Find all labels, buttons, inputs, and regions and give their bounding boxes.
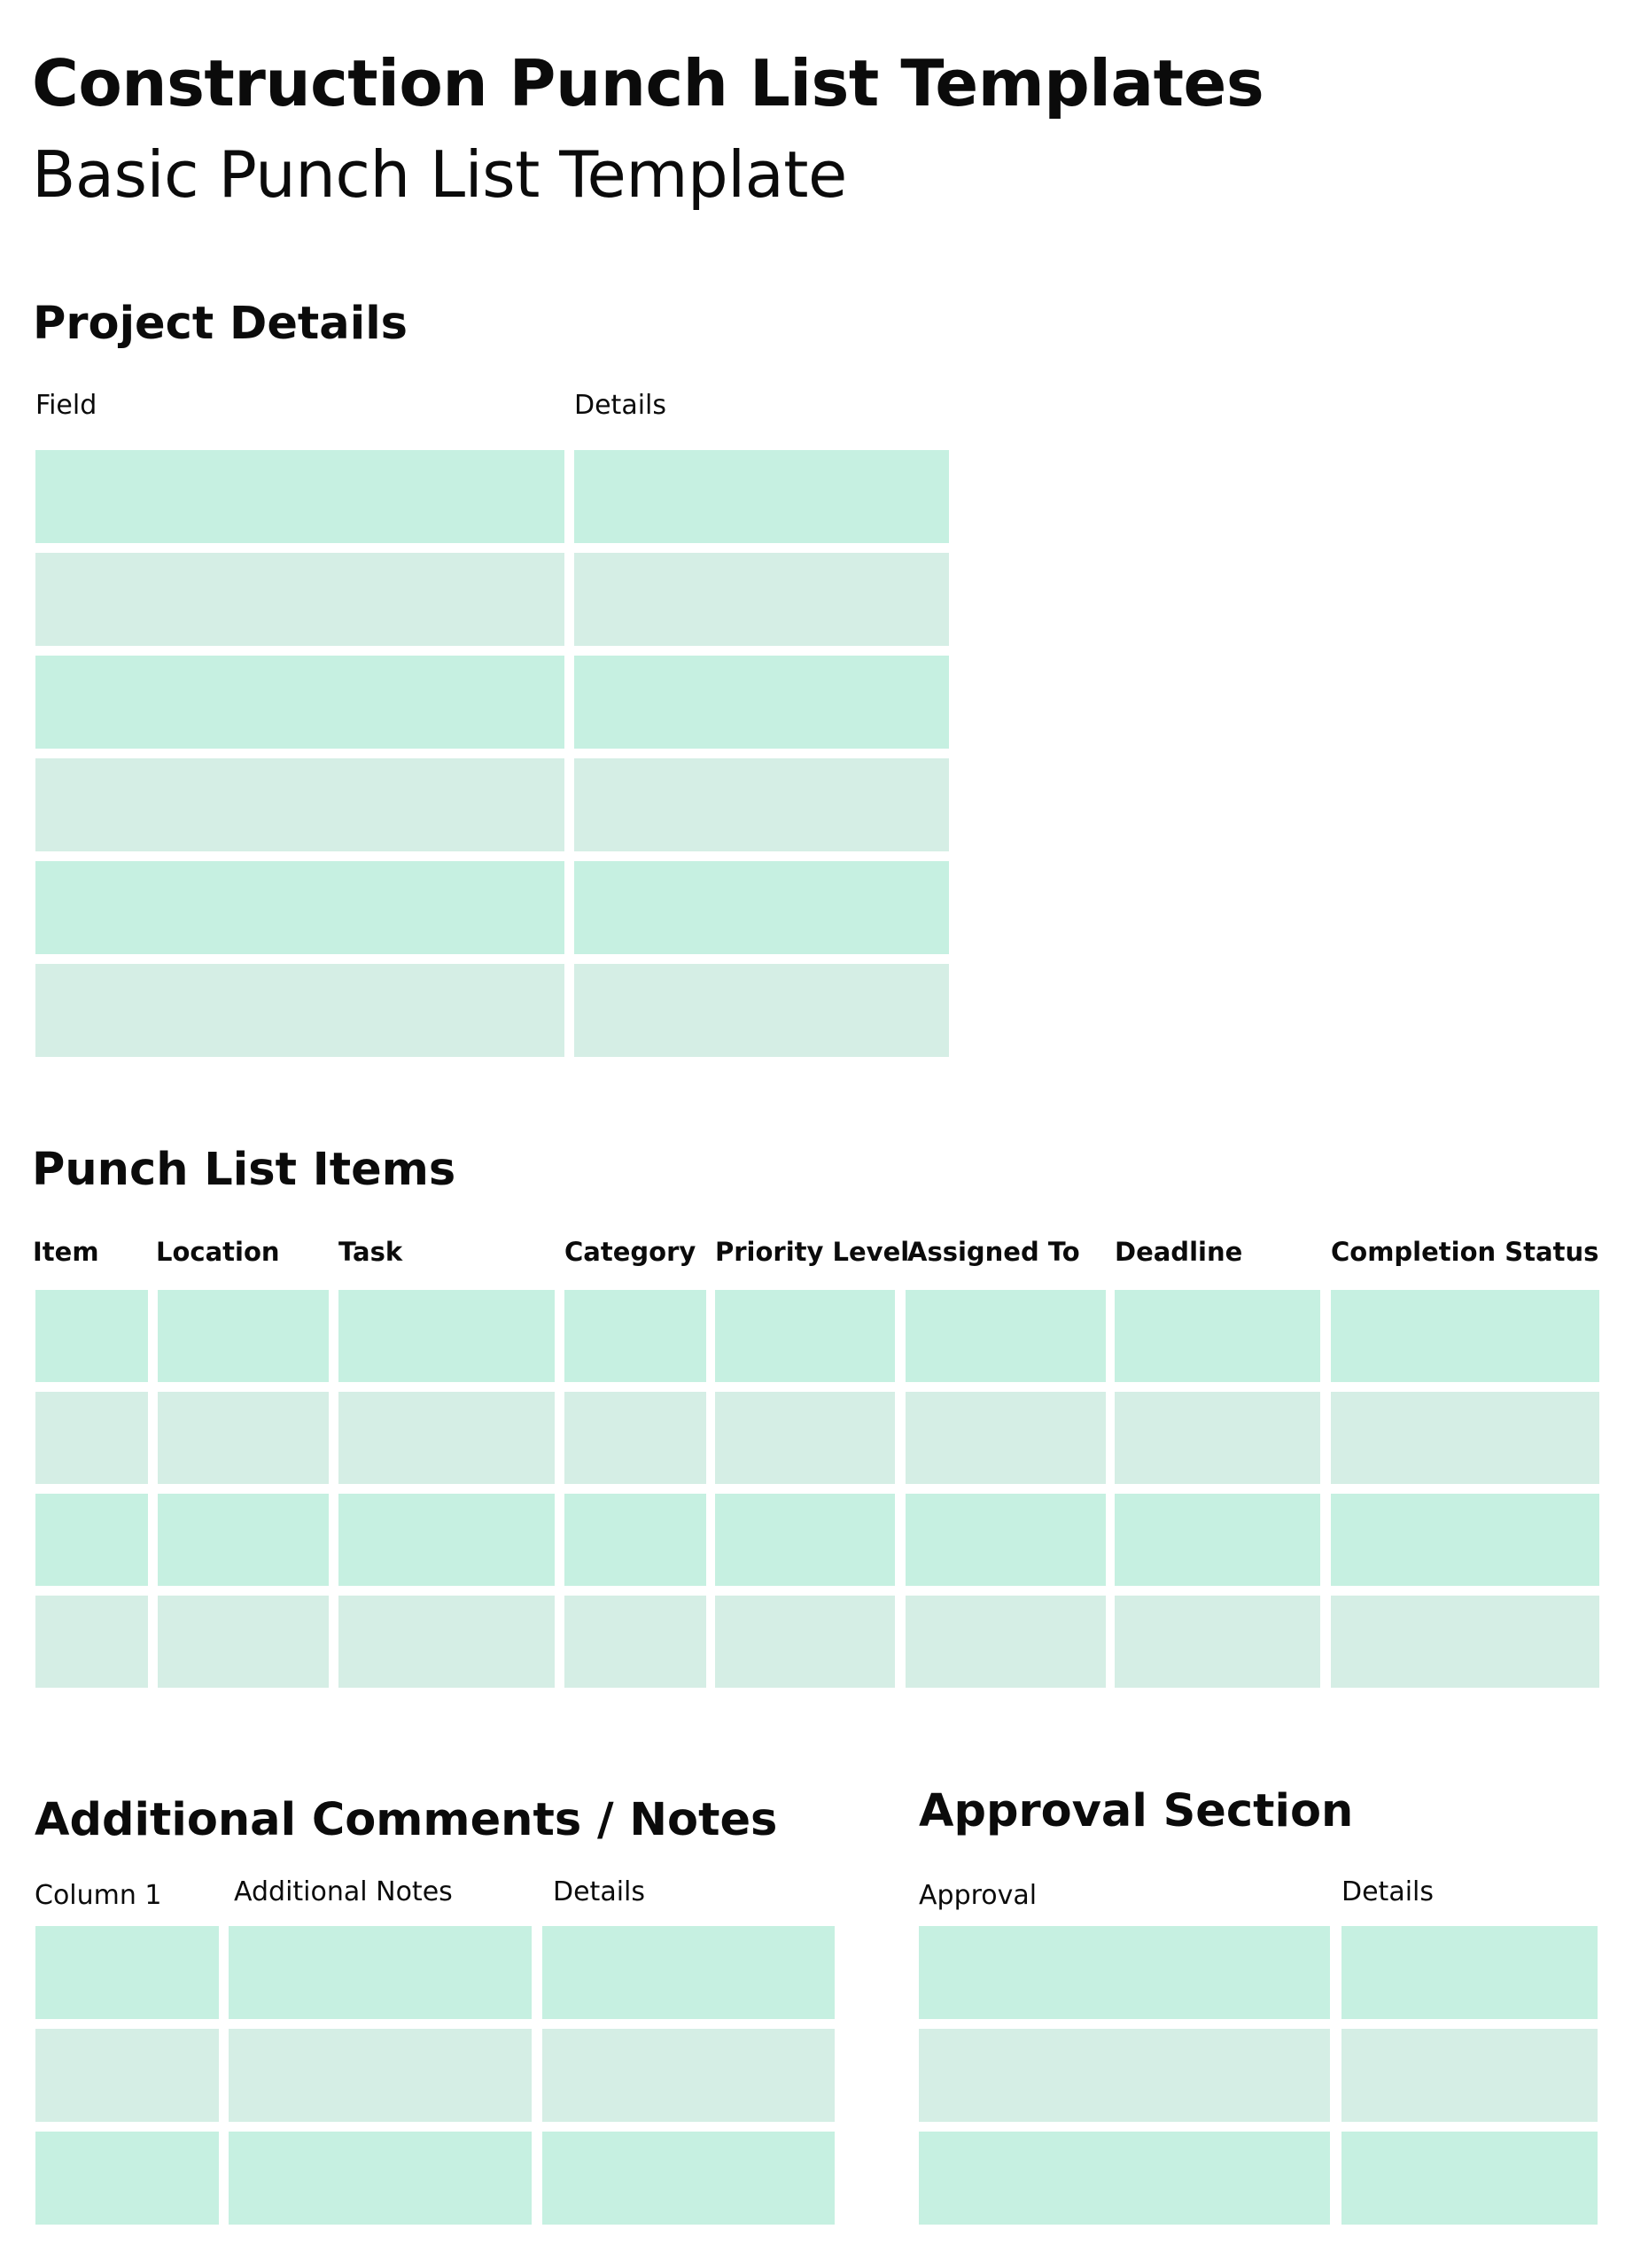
approval-cell-r3-c1 [919,2132,1330,2225]
punch-list-cell-r2-c2 [158,1392,329,1484]
approval-cell-r1-c2 [1341,1926,1598,2019]
punch-list-cell-r4-c8 [1331,1596,1599,1688]
project-details-col-details: Details [574,390,667,421]
punch-col-completion-status: Completion Status [1331,1237,1599,1267]
punch-list-cell-r1-c4 [564,1290,706,1382]
approval-heading: Approval Section [919,1785,1354,1837]
comments-cell-r2-c2 [229,2029,532,2122]
punch-list-cell-r2-c6 [906,1392,1106,1484]
punch-list-cell-r2-c8 [1331,1392,1599,1484]
punch-col-item: Item [33,1237,99,1267]
punch-list-cell-r2-c7 [1115,1392,1320,1484]
comments-cell-r1-c3 [542,1926,835,2019]
comments-cell-r3-c2 [229,2132,532,2225]
page-subtitle: Basic Punch List Template [32,137,847,212]
punch-list-cell-r3-c3 [338,1494,555,1586]
punch-col-priority-level: Priority Level [715,1237,910,1267]
punch-list-cell-r3-c7 [1115,1494,1320,1586]
punch-list-cell-r3-c4 [564,1494,706,1586]
punch-col-deadline: Deadline [1115,1237,1243,1267]
comments-col-details: Details [553,1876,646,1907]
approval-col-approval: Approval [919,1880,1038,1911]
punch-list-cell-r2-c1 [35,1392,148,1484]
comments-cell-r3-c1 [35,2132,219,2225]
comments-col-column-1: Column 1 [35,1880,162,1911]
punch-list-cell-r4-c3 [338,1596,555,1688]
approval-cell-r2-c2 [1341,2029,1598,2122]
project-details-col-field: Field [35,390,97,421]
project-details-cell-r4-c1 [35,758,564,851]
punch-list-cell-r4-c6 [906,1596,1106,1688]
punch-list-cell-r2-c3 [338,1392,555,1484]
approval-cell-r1-c1 [919,1926,1330,2019]
punch-list-cell-r4-c2 [158,1596,329,1688]
punch-list-cell-r4-c5 [715,1596,895,1688]
punch-col-task: Task [338,1237,403,1267]
punch-list-cell-r3-c8 [1331,1494,1599,1586]
project-details-cell-r4-c2 [574,758,949,851]
punch-list-cell-r1-c3 [338,1290,555,1382]
comments-cell-r2-c3 [542,2029,835,2122]
punch-col-location: Location [156,1237,280,1267]
project-details-cell-r1-c1 [35,450,564,543]
project-details-cell-r2-c2 [574,553,949,646]
punch-col-category: Category [564,1237,696,1267]
comments-cell-r3-c3 [542,2132,835,2225]
comments-cell-r1-c1 [35,1926,219,2019]
punch-list-cell-r1-c5 [715,1290,895,1382]
comments-cell-r2-c1 [35,2029,219,2122]
punch-list-cell-r4-c4 [564,1596,706,1688]
project-details-cell-r6-c2 [574,964,949,1057]
punch-list-cell-r4-c1 [35,1596,148,1688]
comments-heading: Additional Comments / Notes [35,1794,778,1846]
project-details-cell-r2-c1 [35,553,564,646]
project-details-cell-r3-c1 [35,656,564,749]
punch-list-cell-r1-c8 [1331,1290,1599,1382]
punch-list-cell-r1-c2 [158,1290,329,1382]
comments-col-additional-notes: Additional Notes [234,1876,453,1907]
page-title: Construction Punch List Templates [32,46,1264,120]
comments-cell-r1-c2 [229,1926,532,2019]
punch-list-cell-r1-c1 [35,1290,148,1382]
project-details-cell-r1-c2 [574,450,949,543]
punch-list-cell-r3-c5 [715,1494,895,1586]
punch-list-heading: Punch List Items [32,1144,456,1196]
project-details-cell-r6-c1 [35,964,564,1057]
punch-list-cell-r3-c2 [158,1494,329,1586]
approval-cell-r3-c2 [1341,2132,1598,2225]
project-details-heading: Project Details [33,298,408,350]
project-details-cell-r3-c2 [574,656,949,749]
punch-list-cell-r3-c1 [35,1494,148,1586]
approval-col-details: Details [1341,1876,1435,1907]
punch-list-cell-r4-c7 [1115,1596,1320,1688]
approval-cell-r2-c1 [919,2029,1330,2122]
project-details-cell-r5-c2 [574,861,949,954]
punch-list-cell-r2-c4 [564,1392,706,1484]
project-details-cell-r5-c1 [35,861,564,954]
punch-list-cell-r1-c6 [906,1290,1106,1382]
punch-col-assigned-to: Assigned To [907,1237,1080,1267]
punch-list-cell-r1-c7 [1115,1290,1320,1382]
punch-list-cell-r2-c5 [715,1392,895,1484]
punch-list-cell-r3-c6 [906,1494,1106,1586]
